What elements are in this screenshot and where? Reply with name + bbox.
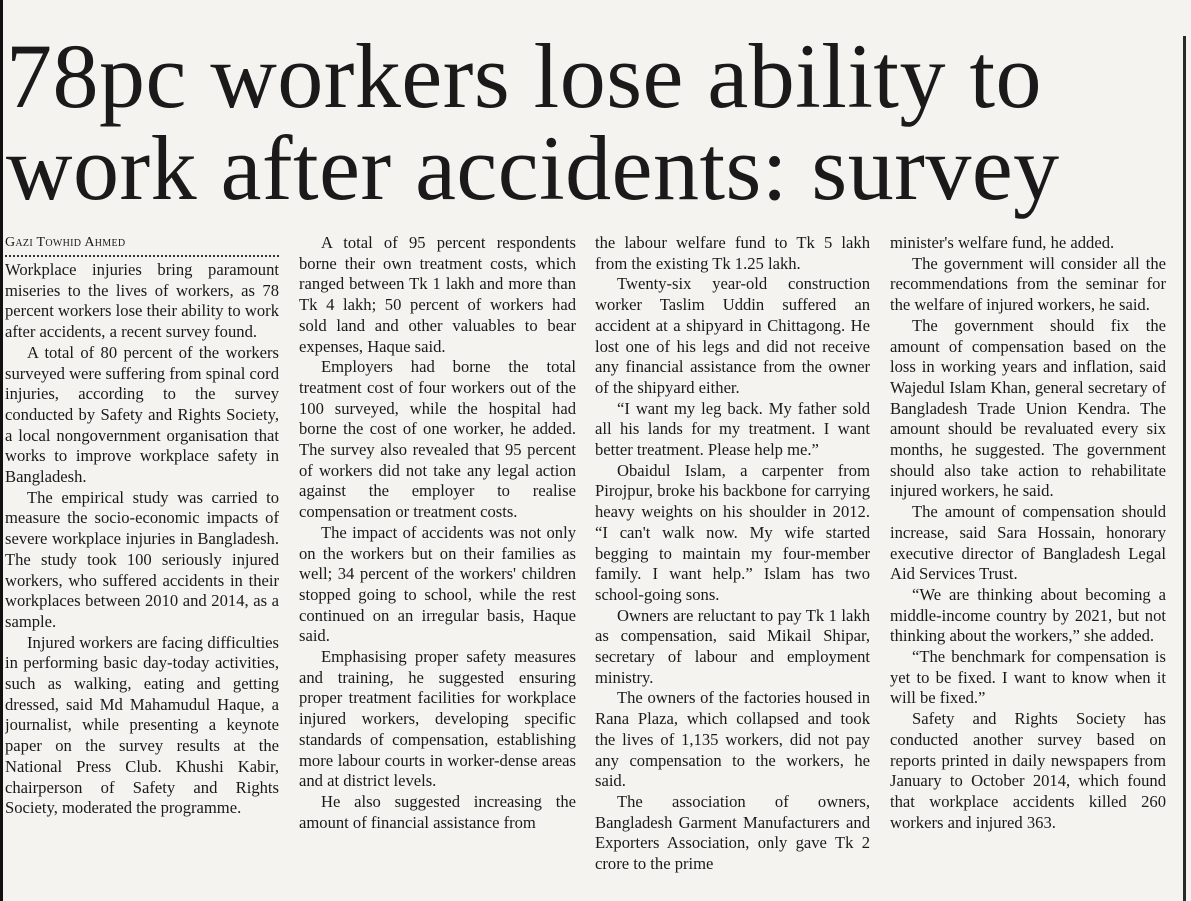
paragraph: The association of owners, Bangladesh Garment Manufacturers and Exporters Association, only gave Tk 2 crore to the prime: [595, 791, 870, 874]
article-column-1: [5, 233, 279, 901]
headline-line-2: work after accidents: survey: [6, 117, 1060, 219]
paragraph: The government should fix the amount of compensation based on the loss in working years and inflation, said Wajedul Islam Khan, general secretary of Bangladesh Trade Union Kendra. The amount should be revaluated every six months, he suggested. The government should also take action to rehabilitate injured workers, he said.: [890, 315, 1166, 501]
paragraph: Workplace injuries bring paramount miseries to the lives of workers, as 78 percent workers lose their ability to work after accidents, a recent survey found.: [5, 260, 279, 342]
column-rule-right: [1183, 36, 1186, 901]
paragraph: He also suggested increasing the amount of financial assistance from: [299, 791, 576, 832]
paragraph: A total of 80 percent of the workers surveyed were suffering from spinal cord injuries, according to the survey conducted by Safety and Rights Society, a local nongovernment organisation that works to improve workplace safety in Bangladesh.: [5, 342, 279, 487]
paragraph: “The benchmark for compensation is yet to be fixed. I want to know when it will be fixed.”: [890, 647, 1166, 708]
byline: Gazi Towhid Ahmed: [5, 233, 279, 257]
paragraph: Employers had borne the total treatment cost of four workers out of the 100 surveyed, while the hospital had borne the cost of one worker, he added. The survey also revealed that 95 percent of workers did not take any legal action against the employer to realise compensation or treatment costs.: [299, 357, 576, 522]
paragraph: The amount of compensation should increase, said Sara Hossain, honorary executive director of Bangladesh Legal Aid Services Trust.: [890, 502, 1166, 584]
headline-line-1: 78pc workers lose ability to: [6, 25, 1043, 127]
page-edge-border: [0, 0, 3, 901]
paragraph: minister's welfare fund, he added.: [890, 233, 1115, 252]
article-column-3: [595, 233, 870, 901]
paragraph: The owners of the factories housed in Rana Plaza, which collapsed and took the lives of 1,135 workers, did not pay any compensation to the workers, he said.: [595, 688, 870, 791]
paragraph: “I want my leg back. My father sold all his lands for my treatment. I want better treatment. Please help me.”: [595, 398, 870, 460]
paragraph: Injured workers are facing difficulties in performing basic day-today activities, such as walking, eating and getting dressed, said Md Mahamudul Haque, a journalist, while presenting a keynote paper on the survey results at the National Press Club. Khushi Kabir, chairperson of Safety and Rights Society, moderated the programme.: [5, 632, 279, 818]
paragraph: the labour welfare fund to Tk 5 lakh from the existing Tk 1.25 lakh.: [595, 233, 870, 273]
paragraph: “We are thinking about becoming a middle-income country by 2021, but not thinking about the workers,” she added.: [890, 584, 1166, 646]
headline: [6, 25, 1181, 219]
paragraph: Safety and Rights Society has conducted another survey based on reports printed in daily newspapers from January to October 2014, which found that workplace accidents killed 260 workers and injured 363.: [890, 709, 1166, 832]
paragraph: Owners are reluctant to pay Tk 1 lakh as compensation, said Mikail Shipar, secretary of labour and employment ministry.: [595, 605, 870, 687]
paragraph: Twenty-six year-old construction worker Taslim Uddin suffered an accident at a shipyard in Chittagong. He lost one of his legs and did not receive any financial assistance from the owner of the shipyard either.: [595, 274, 870, 397]
paragraph: A total of 95 percent respondents borne their own treatment costs, which ranged between Tk 1 lakh and more than Tk 4 lakh; 50 percent of workers had sold land and other valuables to bear expenses, Haque said.: [299, 233, 576, 356]
article-column-2: [299, 233, 576, 901]
paragraph: The government will consider all the recommendations from the seminar for the welfare of injured workers, he said.: [890, 253, 1166, 315]
paragraph: The empirical study was carried to measure the socio-economic impacts of severe workplace injuries in Bangladesh. The study took 100 seriously injured workers, who suffered accidents in their workplaces between 2010 and 2014, as a sample.: [5, 487, 279, 631]
paragraph: Obaidul Islam, a carpenter from Pirojpur, broke his backbone for carrying heavy weights on his shoulder in 2012. “I can't walk now. My wife started begging to maintain my four-member family. I want help.” Islam has two school-going sons.: [595, 460, 870, 604]
paragraph: The impact of accidents was not only on the workers but on their families as well; 34 percent of the workers' children stopped going to school, while the rest continued on an irregular basis, Haque said.: [299, 522, 576, 646]
article-column-4: [890, 233, 1166, 901]
paragraph: Emphasising proper safety measures and training, he suggested ensuring proper treatment facilities for workplace injured workers, developing specific standards of compensation, establishing more labour courts in worker-dense areas and at district levels.: [299, 647, 576, 791]
